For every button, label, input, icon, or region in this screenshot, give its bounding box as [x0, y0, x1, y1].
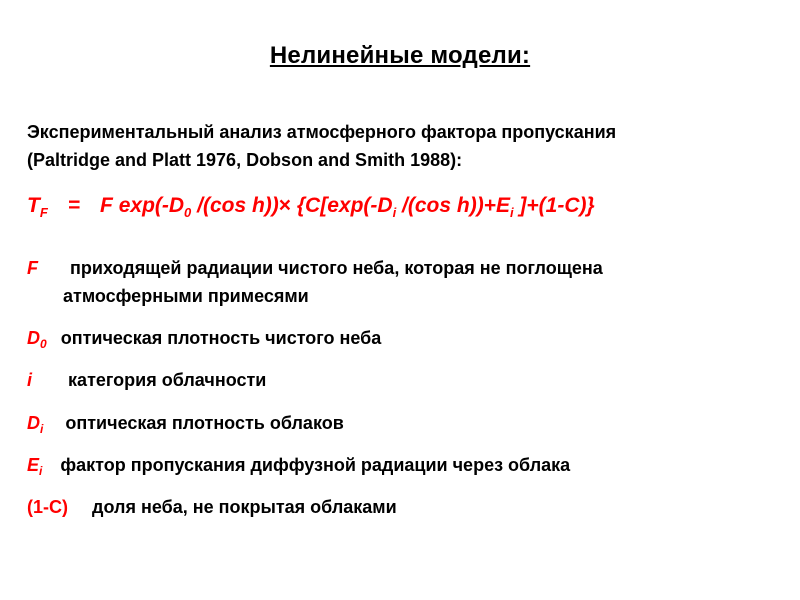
definition-text: категория облачности — [68, 370, 267, 390]
slide-title: Нелинейные модели: — [269, 42, 531, 69]
formula-times: × — [278, 194, 292, 217]
formula-part-4: /(cos h))+E — [396, 194, 510, 217]
definition-text: фактор пропускания диффузной радиации через облака — [60, 455, 571, 475]
formula-part-1: F exp(-D — [100, 194, 185, 217]
intro-line-2: (Paltridge and Platt 1976, Dobson and Smith 1988): — [27, 150, 463, 170]
definition-symbol: F — [27, 258, 38, 278]
definition-di — [27, 413, 344, 436]
formula-part-2: /(cos h)) — [191, 194, 279, 217]
definition-text: оптическая плотность облаков — [65, 413, 344, 433]
definition-f-continuation: атмосферными примесями — [63, 286, 309, 306]
definition-ei — [27, 455, 570, 478]
formula-ei-subscript: i — [509, 205, 514, 220]
definition-symbol: (1-C) — [27, 497, 68, 517]
definition-f — [27, 258, 603, 279]
definition-1-c — [27, 497, 397, 518]
formula-d0-subscript: 0 — [184, 205, 192, 220]
formula-lhs: T — [27, 194, 40, 217]
definition-symbol: $D_i$ — [27, 413, 44, 436]
definition-symbol: $E_i$ — [27, 455, 43, 478]
formula-part-5: ]+(1-C)} — [513, 194, 595, 217]
definition-text: приходящей радиации чистого неба, которая не поглощена — [70, 258, 603, 278]
formula-equals: = — [67, 194, 81, 217]
definition-d0 — [27, 328, 381, 351]
definition-symbol: $D_0$ — [27, 328, 47, 351]
formula-lhs-subscript: F — [39, 205, 48, 220]
formula-part-3: {C[exp(-D — [291, 194, 393, 217]
definition-symbol: i — [27, 370, 33, 390]
definition-text: оптическая плотность чистого неба — [60, 328, 382, 348]
formula-di-subscript: i — [392, 205, 397, 220]
intro-text — [27, 118, 787, 174]
formula — [27, 194, 595, 220]
definition-text: доля неба, не покрытая облаками — [92, 497, 397, 517]
intro-line-1: Экспериментальный анализ атмосферного фактора пропускания — [27, 122, 617, 142]
definition-i — [27, 370, 266, 391]
